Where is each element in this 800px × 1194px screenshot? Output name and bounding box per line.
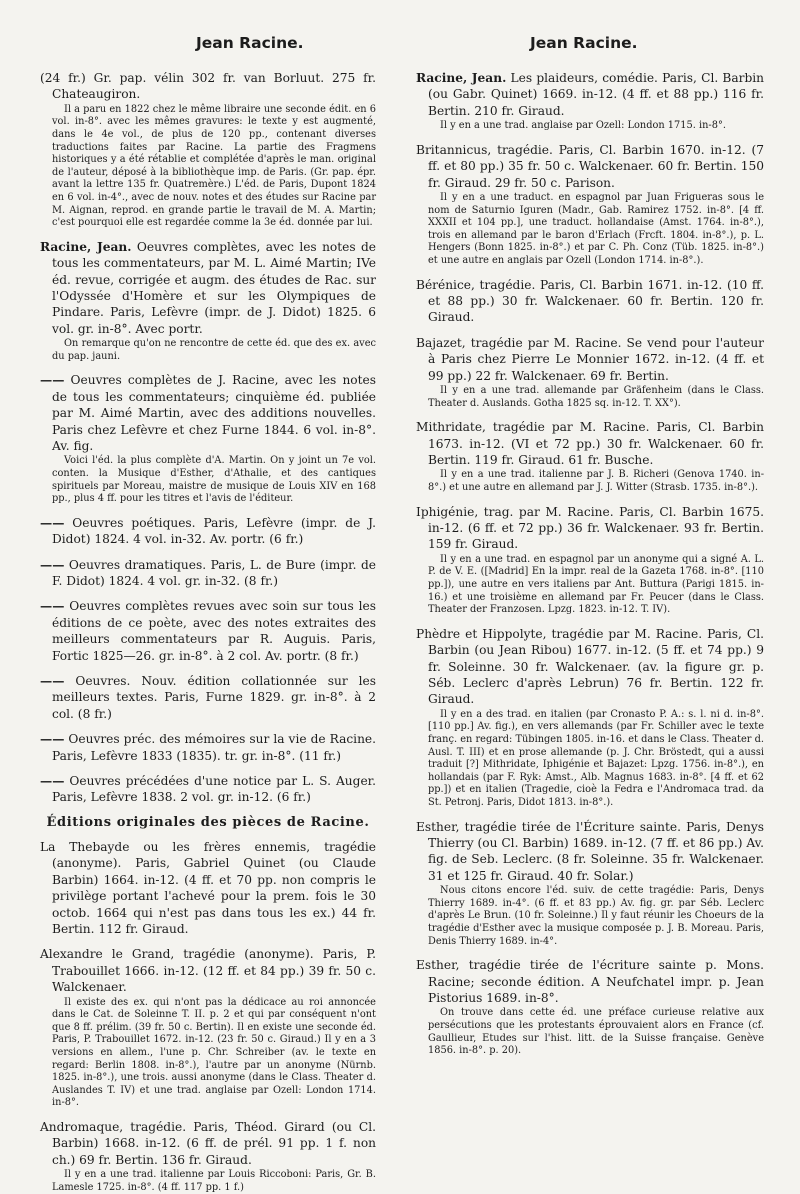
catalogue-entry [416,504,764,617]
entry-body: La Thebayde ou les frères ennemis, tragédie (anonyme). Paris, Gabriel Quinet (ou Claude Barbin) 1664. in-12. (4 ff. et 70 pp. non compris le privilège portant l'achevé pour la prem. fois le 30 octob. 1664 qui n'est pas dans tous les ex.) 44 fr. Bertin. 112 fr. Giraud. [40,839,376,936]
entry-note: Il y en a une trad. italienne par Louis Riccoboni: Paris, Gr. B. Lamesle 1725. in-8°. (4 ff. 117 pp. 1 f.) [52,1169,376,1193]
entry-list [416,70,764,1058]
entry-note: Il y en a une trad. italienne par J. B. Richeri (Genova 1740. in-8°.) et une autre en allemand par J. J. Witter (Strasb. 1735. in-8°.). [428,469,764,494]
entry-body: Oeuvres complètes de J. Racine, avec les notes de tous les commentateurs; cinquième éd. publiée par M. Aimé Martin, avec des additions nouvelles. Paris chez Lefèvre et chez Furne 1844. 6 vol. in-8°. Av. fig. [52,373,376,453]
entry-body: Phèdre et Hippolyte, tragédie par M. Racine. Paris, Cl. Barbin (ou Jean Ribou) 1677. in-12. (5 ff. et 74 pp.) 9 fr. Soleinne. 30 fr. Walckenaer. (av. la figure gr. p. Séb. Leclerc d'après Lebrun) 76 fr. Bertin. 122 fr. Giraud. [416,626,764,707]
entry-lead: —— [40,373,65,388]
entry-note: Il y en a des trad. en italien (par Cronasto P. A.: s. l. ni d. in-8°. [110 pp.] Av. fig.), en vers allemands (par Fr. Schiller avec le texte franç. en regard: Tübingen 1805. in-16. et dans le Class. Theater d. Ausl. T. III) et en prose allemande (p. J. Chr. Bröstedt, qui a aussi traduit [?] Mithridate, Iphigénie et Bajazet: Lpzg. 1756. in-8°.), en hollandais (par F. Ryk: Amst., Alb. Magnus 1683. in-8°. [4 ff. et 62 pp.]) et en italien (Tragedie, cioè la Fedra e l'Andromaca trad. da St. Petronj. Paris, Didot 1813. in-8°.). [428,708,764,808]
entry-text [416,626,764,708]
entry-text [416,142,764,191]
catalogue-entry [40,1119,376,1194]
entry-body: (24 fr.) Gr. pap. vélin 302 fr. van Borluut. 275 fr. Chateaugiron. [40,71,376,102]
entry-note: Il y en a une trad. anglaise par Ozell: London 1715. in-8°. [440,120,726,132]
entry-text [40,946,376,995]
left-column [40,70,377,1193]
catalogue-entry [40,839,376,937]
entry-text [40,839,376,937]
entry-text [40,731,376,764]
catalogue-entry [416,335,764,410]
catalogue-entry [416,70,764,133]
entry-note: Il y en a une trad. allemande par Gräfenheim (dans le Class. Theater d. Auslands. Gotha 1825 sq. in-12. T. XX°). [428,385,764,409]
entry-text [416,335,764,384]
entry-body: Esther, tragédie tirée de l'écriture sainte p. Mons. Racine; seconde édition. A Neufchatel impr. p. Jean Pistorius 1689. in-8°. [416,958,764,1005]
entry-text [416,819,764,885]
catalogue-entry [416,419,764,494]
entry-text [40,239,376,337]
entry-text [40,372,376,454]
entry-note: Il y en a une trad. en espagnol par un anonyme qui a signé A. L. P. de V. E. ([Madrid] En la impr. real de la Gazeta 1768. in-8°. [110 pp.]), une autre en vers italiens par Ant. Buttura (Parigi 1815. in-16.) et une troisième en allemand par Fr. Peucer (dans le Class. Theater der Franzosen. Lpzg. 1823. in-12. T. IV). [428,553,764,616]
catalogue-entry [416,142,764,268]
catalogue-entry [40,239,376,364]
catalogue-entry [40,673,376,722]
entry-lead: Racine, Jean. [40,239,132,254]
catalogue-entry [40,372,376,505]
entry-text [40,1119,376,1168]
entry-text [40,557,376,590]
entry-body: Oeuvres préc. des mémoires sur la vie de Racine. Paris, Lefèvre 1833 (1835). tr. gr. in-8°. (11 fr.) [52,732,377,763]
catalogue-entry [416,277,764,326]
entry-text [40,673,376,722]
entry-lead: Racine, Jean. [416,71,507,85]
entry-body: Oeuvres complètes, avec les notes de tous les commentateurs, par M. L. Aimé Martin; IVe éd. revue, corrigée et augm. des études de Rac. sur l'Odyssée d'Homère et sur les Olympiques de Pindare. Paris, Lefèvre (impr. de J. Didot) 1825. 6 vol. gr. in-8°. Avec portr. [52,239,377,336]
right-column [416,70,765,1057]
catalogue-entry [416,957,764,1058]
catalogue-entry [40,731,376,764]
entry-body: Andromaque, tragédie. Paris, Théod. Girard (ou Cl. Barbin) 1668. in-12. (6 ff. de prél. 91 pp. 1 f. non ch.) 69 fr. Bertin. 136 fr. Giraud. [40,1119,376,1167]
entry-lead: —— [40,599,65,614]
running-header [0,34,800,56]
entry-body: Alexandre le Grand, tragédie (anonyme). Paris, P. Trabouillet 1666. in-12. (12 ff. et 84 pp.) 39 fr. 50 c. Walckenaer. [40,947,376,995]
entry-body: Iphigénie, trag. par M. Racine. Paris, Cl. Barbin 1675. in-12. (6 ff. et 72 pp.) 36 fr. Walckenaer. 93 fr. Bertin. 159 fr. Giraud. [416,504,764,552]
entry-text [40,70,376,103]
entry-list [40,839,376,1194]
entry-body: Esther, tragédie tirée de l'Écriture sainte. Paris, Denys Thierry (ou Cl. Barbin) 1689. in-12. (7 ff. et 86 pp.) Av. fig. de Seb. Leclerc. (8 fr. Soleinne. 35 fr. Walckenaer. 31 et 125 fr. Giraud. 40 fr. Solar.) [416,819,764,883]
entry-text [416,277,764,326]
entry-body: Bérénice, tragédie. Paris, Cl. Barbin 1671. in-12. (10 ff. et 88 pp.) 30 fr. Walckenaer. 60 fr. Bertin. 120 fr. Giraud. [416,277,764,325]
entry-body: Oeuvres précédées d'une notice par L. S. Auger. Paris, Lefèvre 1838. 2 vol. gr. in-12. (6 fr.) [52,774,377,805]
entry-note: Il existe des ex. qui n'ont pas la dédicace au roi annoncée dans le Cat. de Soleinne T. II. p. 2 et qui par conséquent n'ont que 8 ff. prélim. (39 fr. 50 c. Bertin). Il en existe une seconde éd. Paris, P. Trabouillet 1672. in-12. (23 fr. 50 c. Giraud.) Il y en a 3 versions en allem., l'une p. Chr. Schreiber (av. le texte en regard: Berlin 1808. in-8°.), l'autre par un anonyme (Nürnb. 1825. in-8°.), une trois. aussi anonyme (dans le Class. Theater d. Auslandes T. IV) et une trad. anglaise par Ozell: London 1714. in-8°. [52,996,376,1109]
catalogue-entry [416,626,764,810]
catalogue-entry [40,515,376,548]
entry-lead: —— [40,674,65,689]
catalogue-entry [416,819,764,949]
entry-text [416,504,764,553]
entry-body: Britannicus, tragédie. Paris, Cl. Barbin 1670. in-12. (7 ff. et 80 pp.) 35 fr. 50 c. Walckenaer. 60 fr. Bertin. 150 fr. Giraud. 29 fr. 50 c. Parison. [416,142,764,190]
entry-note: Il y en a une traduct. en espagnol par Juan Frigueras sous le nom de Saturnio Iguren (Madr., Gab. Ramirez 1752. in-8°. [4 ff. XXXII et 104 pp.], une traduct. hollandaise (Amst. 1764. in-8°.), trois en allemand par le baron d'Erlach (Frcft. 1804. in-8°.), p. L. Hengers (Bonn 1825. in-8°.) et par C. Ph. Conz (Tüb. 1825. in-8°.) et une autre en anglais par Ozell (London 1714. in-8°.). [428,192,764,266]
header-left: Jean Racine. [196,34,304,52]
entry-lead: —— [40,557,65,572]
entry-note: On remarque qu'on ne rencontre de cette éd. que des ex. avec du pap. jauni. [52,338,376,362]
entry-text [40,598,376,664]
entry-body: Oeuvres. Nouv. édition collationnée sur les meilleurs textes. Paris, Furne 1829. gr. in-8°. à 2 col. (8 fr.) [52,674,377,721]
entry-text [416,70,764,119]
entry-note: Il a paru en 1822 chez le même libraire une seconde édit. en 6 vol. in-8°. avec les mêmes gravures: le texte y est augmenté, dans le 4e vol., de plus de 120 pp., contenant diverses traductions faites par Racine. La partie des Fragmens historiques y a été rétablie et complétée d'après le man. original de l'auteur, déposé à la bibliothèque imp. de Paris. (Gr. pap. épr. avant la lettre 135 fr. Quatremère.) L'éd. de Paris, Dupont 1824 en 6 vol. in-4°., avec de nouv. notes et des études sur Racine par M. Aignan, reprod. en grande partie le travail de M. A. Martin; c'est pourquoi elle est regardée comme la 3e éd. donnée par lui. [52,103,376,229]
entry-body: Bajazet, tragédie par M. Racine. Se vend pour l'auteur à Paris chez Pierre Le Monnier 1672. in-12. (4 ff. et 99 pp.) 22 fr. Walckenaer. 69 fr. Bertin. [416,335,764,383]
section-title: Éditions originales des pièces de Racine. [46,814,370,830]
entry-text [416,419,764,468]
entry-body: Oeuvres dramatiques. Paris, L. de Bure (impr. de F. Didot) 1824. 4 vol. gr. in-32. (8 fr.) [52,557,377,588]
entry-body: Oeuvres poétiques. Paris, Lefèvre (impr. de J. Didot) 1824. 4 vol. in-32. Av. portr. (6 fr.) [52,515,376,547]
entry-note: Nous citons encore l'éd. suiv. de cette tragédie: Paris, Denys Thierry 1689. in-4°. (6 ff. et 83 pp.) Av. fig. gr. par Séb. Leclerc d'après Le Brun. (10 fr. Soleinne.) Il y faut réunir les Choeurs de la tragédie d'Esther avec la musique composée p. J. B. Moreau. Paris, Denis Thierry 1689. in-4°. [428,885,764,947]
entry-text [40,773,376,806]
entry-body: Mithridate, tragédie par M. Racine. Paris, Cl. Barbin 1673. in-12. (VI et 72 pp.) 30 fr. Walckenaer. 60 fr. Bertin. 119 fr. Giraud. 61 fr. Busche. [416,420,764,468]
entry-text [40,515,376,548]
entry-body: Oeuvres complètes revues avec soin sur tous les éditions de ce poète, avec des notes extraites des meilleurs commentateurs par R. Auguis. Paris, Fortic 1825—26. gr. in-8°. à 2 col. Av. portr. (8 fr.) [52,599,376,663]
entry-list [40,70,376,806]
entry-text [416,957,764,1006]
entry-body: Les plaideurs, comédie. Paris, Cl. Barbin (ou Gabr. Quinet) 1669. in-12. (4 ff. et 88 pp.) 116 fr. Bertin. 210 fr. Giraud. [428,71,765,118]
catalogue-entry [40,70,376,230]
entry-note: On trouve dans cette éd. une préface curieuse relative aux persécutions que les protestants éprouvaient alors en France (cf. Gaullieur, Etudes sur l'hist. litt. de la Suisse française. Genève 1856. in-8°. p. 20). [428,1007,764,1057]
catalogue-entry [40,946,376,1110]
entry-lead: —— [40,774,65,789]
catalogue-entry [40,598,376,664]
entry-note: Voici l'éd. la plus complète d'A. Martin. On y joint un 7e vol. conten. la Musique d'Esther, d'Athalie, et des cantiques spirituels par Moreau, maistre de musique de Louis XIV en 168 pp., plus 4 ff. pour les titres et l'avis de l'éditeur. [52,455,376,505]
header-right: Jean Racine. [530,34,638,52]
catalogue-entry [40,773,376,806]
entry-lead: —— [40,732,65,747]
entry-lead: —— [40,515,65,530]
catalogue-entry [40,557,376,590]
